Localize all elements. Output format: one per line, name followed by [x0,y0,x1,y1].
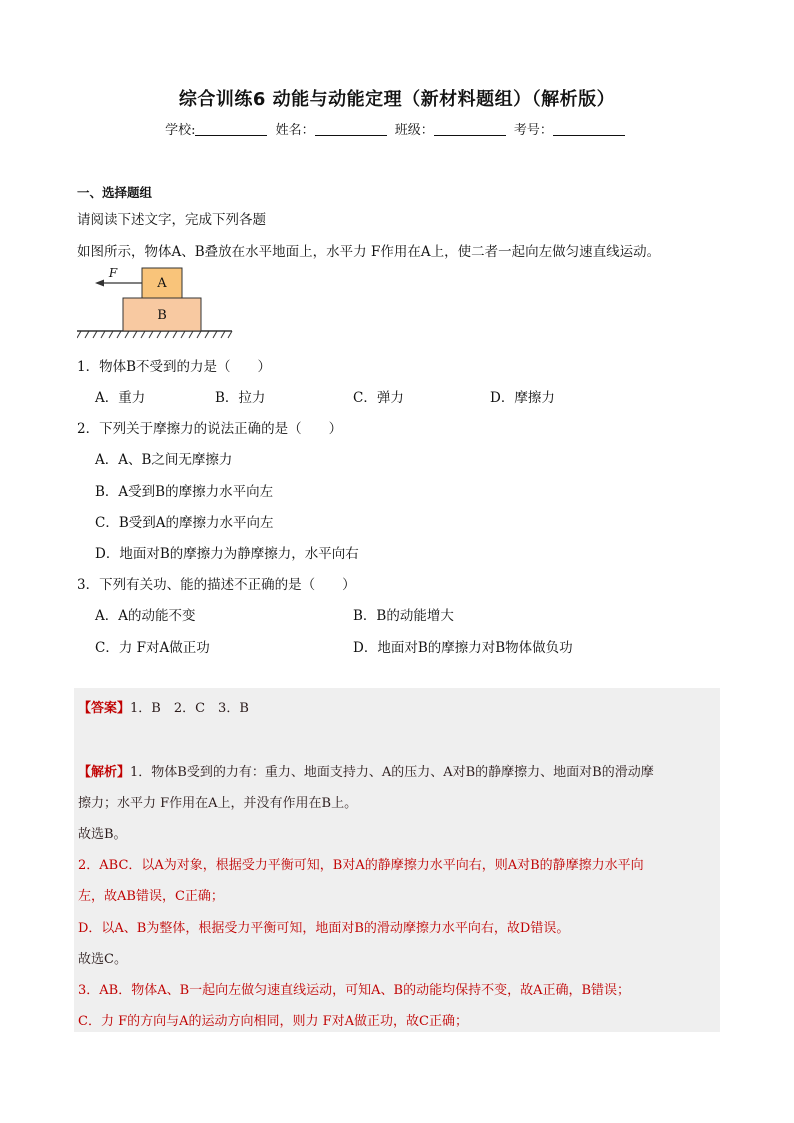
answer-text: 1．B 2．C 3．B [130,701,249,716]
question-1-option-c: C．弹力 [353,390,404,406]
analysis-line-5: 左，故AB错误，C正确； [78,889,224,904]
page-title: 综合训练6 动能与动能定理（新材料题组）（解析版） [178,89,616,110]
analysis-line-4: 2．ABC．以A为对象，根据受力平衡可知，B对A的静摩擦力水平向右，则A对B的静摩擦力水平向 [78,858,644,873]
ground-hatch [77,331,232,338]
school-blank [195,122,267,136]
question-1-option-d: D．摩擦力 [490,390,555,406]
question-2-option-c: C．B受到A的摩擦力水平向左 [95,515,274,531]
section-intro: 请阅读下述文字，完成下列各题 [77,212,266,228]
question-2-stem: 2．下列关于摩擦力的说法正确的是（ ） [77,421,343,437]
school-label: 学校: [165,123,196,138]
student-info-row [0,119,794,138]
analysis-line-8: 3．AB．物体A、B一起向左做匀速直线运动，可知A、B的动能均保持不变，故A正确，B错误； [78,983,631,998]
exam-number-blank [553,122,625,136]
question-3-option-d: D．地面对B的摩擦力对B物体做负功 [353,640,573,656]
question-2-option-a: A．A、B之间无摩擦力 [95,452,233,468]
question-3-stem: 3．下列有关功、能的描述不正确的是（ ） [77,577,356,593]
force-arrow-head [95,280,104,287]
analysis-line-3: 故选B。 [78,827,127,842]
class-label: 班级： [394,123,434,138]
analysis-line-6: D．以A、B为整体，根据受力平衡可知，地面对B的滑动摩擦力水平向右，故D错误。 [78,921,570,936]
analysis-text-1: 1．物体B受到的力有：重力、地面支持力、A的压力、A对B的静摩擦力、地面对B的滑动摩 [130,765,654,780]
question-1-option-a: A．重力 [95,390,146,406]
name-blank [315,122,387,136]
question-2-option-b: B．A受到B的摩擦力水平向左 [95,484,274,500]
question-3-option-b: B．B的动能增大 [353,608,454,624]
question-stem: 如图所示，物体A、B叠放在水平地面上，水平力 F作用在A上，使二者一起向左做匀速直线运动。 [77,244,661,260]
blocks-figure [77,265,237,343]
name-label: 姓名： [275,123,315,138]
question-1-option-b: B．拉力 [215,390,266,406]
force-label: F [108,266,118,280]
question-3-option-a: A．A的动能不变 [95,608,196,624]
exam-number-label: 考号： [513,123,553,138]
block-a-label: A [157,276,167,291]
analysis-line-1 [78,761,654,780]
answer-line [78,697,249,716]
section-heading: 一、选择题组 [77,185,153,200]
answer-tag: 【答案】 [78,701,131,716]
question-2-option-d: D．地面对B的摩擦力为静摩擦力，水平向右 [95,546,359,562]
block-b-label: B [157,308,167,323]
class-blank [434,122,506,136]
analysis-line-7: 故选C。 [78,952,127,967]
analysis-tag: 【解析】 [78,765,131,780]
analysis-line-9: C．力 F的方向与A的运动方向相同，则力 F对A做正功，故C正确； [78,1014,468,1029]
question-1-stem: 1．物体B不受到的力是（ ） [77,359,272,375]
analysis-line-2: 擦力；水平力 F作用在A上，并没有作用在B上。 [78,796,358,811]
question-3-option-c: C．力 F对A做正功 [95,640,210,656]
